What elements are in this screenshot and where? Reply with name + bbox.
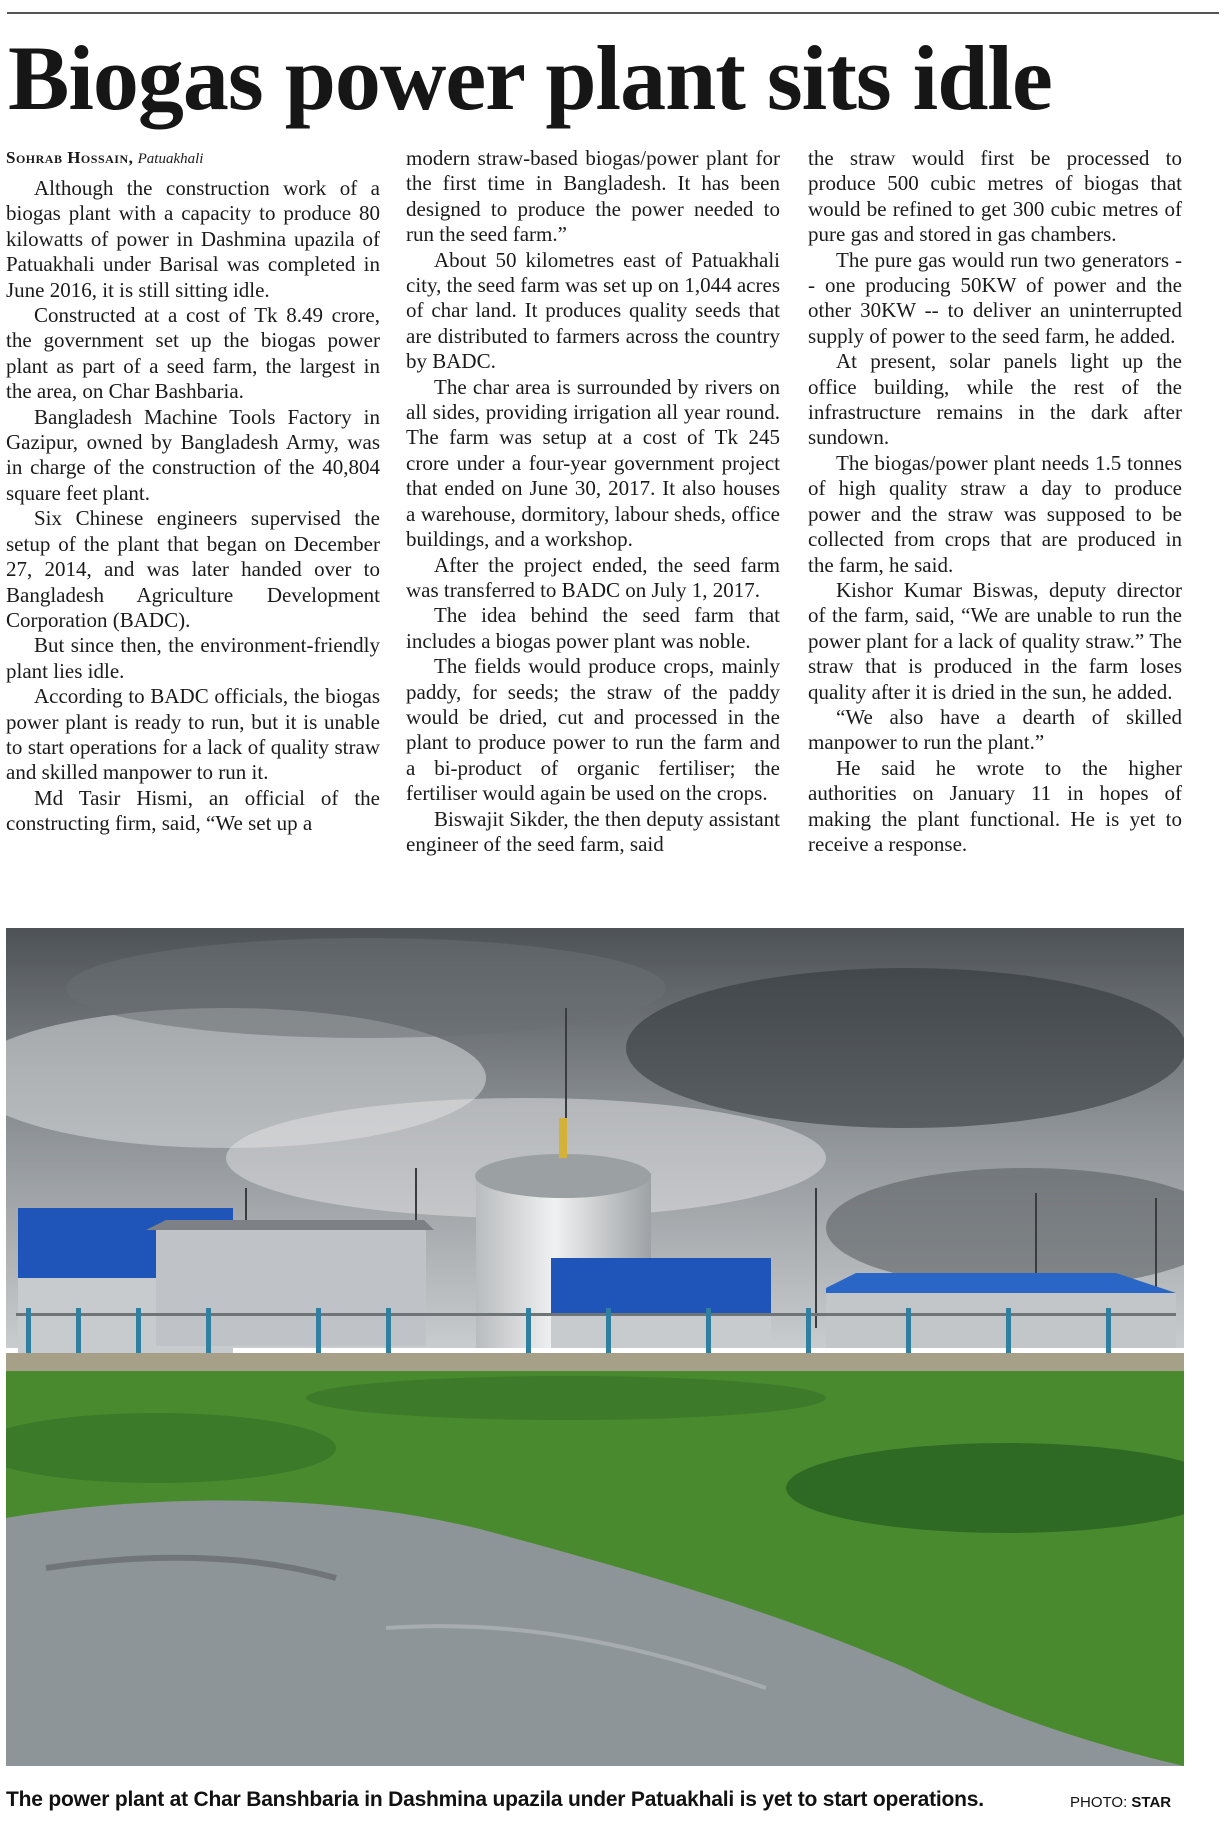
byline (6, 146, 380, 171)
paragraph: Six Chinese engineers supervised the setup of the plant that began on December 27, 2014, and was later handed over to Bangladesh Agriculture Development Corporation (BADC). (6, 506, 380, 632)
paragraph: Bangladesh Machine Tools Factory in Gazipur, owned by Bangladesh Army, was in charge of the construction of the 40,804 square feet plant. (6, 404, 380, 505)
paragraph: “We also have a dearth of skilled manpower to run the plant.” (808, 704, 1182, 755)
paragraph: The fields would produce crops, mainly paddy, for seeds; the straw of the paddy would be dried, cut and processed in the plant to produce power to run the farm and a bi-product of organic fertiliser; the fertiliser would again be used on the crops. (406, 654, 780, 806)
paragraph: The char area is surrounded by rivers on all sides, providing irrigation all year round. The farm was setup at a cost of Tk 245 crore under a four-year government project that ended on June 30, 2017. It also houses a warehouse, dormitory, labour sheds, office buildings, and a workshop. (406, 374, 780, 552)
paragraph: The biogas/power plant needs 1.5 tonnes of high quality straw a day to produce power and the straw was supposed to be collected from crops that are produced in the farm, he said. (808, 450, 1182, 577)
paragraph: Kishor Kumar Biswas, deputy director of the farm, said, “We are unable to run the power plant for a lack of quality straw.” The straw that is produced in the farm loses quality after it is dried in the sun, he added. (808, 577, 1182, 704)
paragraph: Biswajit Sikder, the then deputy assistant engineer of the seed farm, said (406, 806, 780, 856)
photo-caption: The power plant at Char Banshbaria in Dashmina upazila under Patuakhali is yet to start operations. (6, 1788, 984, 1811)
photo-credit-source: STAR (1131, 1794, 1172, 1811)
paragraph: According to BADC officials, the biogas power plant is ready to run, but it is unable to start operations for a lack of quality straw and skilled manpower to run it. (6, 684, 380, 785)
paragraph: After the project ended, the seed farm was transferred to BADC on July 1, 2017. (406, 552, 780, 602)
paragraph: Constructed at a cost of Tk 8.49 crore, the government set up the biogas power plant as part of a seed farm, the largest in the area, on Char Bashbaria. (6, 303, 380, 404)
paragraph: Although the construction work of a biogas plant with a capacity to produce 80 kilowatts of power in Dashmina upazila of Patuakhali under Barisal was completed in June 2016, it is still sitting idle. (6, 176, 380, 302)
paragraph: The pure gas would run two generators -- one producing 50KW of power and the other 30KW -- to deliver an uninterrupted supply of power to the seed farm, he added. (808, 247, 1182, 348)
article-column-1 (6, 146, 380, 906)
photo-credit-label: PHOTO: (1070, 1794, 1128, 1811)
article-column-3 (808, 146, 1182, 906)
paragraph: At present, solar panels light up the office building, while the rest of the infrastructure remains in the dark after sundown. (808, 349, 1182, 450)
paragraph: But since then, the environment-friendly plant lies idle. (6, 633, 380, 683)
plant-photo (6, 928, 1184, 1766)
paragraph: He said he wrote to the higher authorities on January 11 in hopes of making the plant functional. He is yet to receive a response. (808, 755, 1182, 856)
photo-credit (1070, 1793, 1171, 1813)
paragraph: The idea behind the seed farm that includes a biogas power plant was noble. (406, 603, 780, 653)
byline-author: Sohrab Hossain, (6, 148, 134, 167)
paragraph: Md Tasir Hismi, an official of the constructing firm, said, “We set up a (6, 785, 380, 836)
article-column-2 (406, 146, 780, 906)
headline: Biogas power plant sits idle (8, 27, 1052, 129)
paragraph-continued: the straw would first be processed to produce 500 cubic metres of biogas that would be refined to get 300 cubic metres of pure gas and stored in gas chambers. (808, 146, 1182, 247)
top-rule (7, 12, 1219, 14)
byline-location: Patuakhali (137, 151, 204, 167)
paragraph-continued: modern straw-based biogas/power plant for the first time in Bangladesh. It has been designed to produce the power needed to run the seed farm.” (406, 146, 780, 247)
paragraph: About 50 kilometres east of Patuakhali city, the seed farm was set up on 1,044 acres of char land. It produces quality seeds that are distributed to farmers across the country by BADC. (406, 247, 780, 374)
